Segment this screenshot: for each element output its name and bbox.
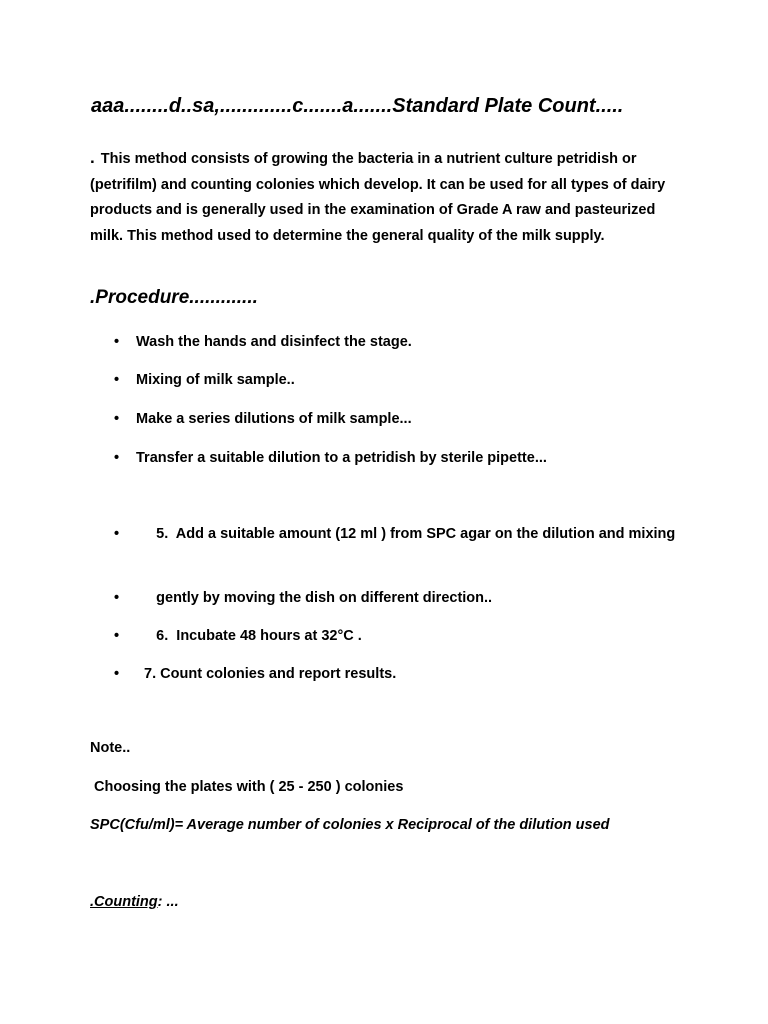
intro-lead-dot: .	[90, 148, 95, 167]
document-title: aaa........d..sa,.............c.......a.......Standard Plate Count.....	[91, 95, 624, 117]
procedure-step	[114, 586, 696, 612]
procedure-step-text: gently by moving the dish on different direction..	[136, 590, 493, 606]
procedure-step	[114, 330, 696, 356]
procedure-step-text: 5. Add a suitable amount (12 ml ) from SPC agar on the dilution and mixing	[136, 526, 676, 542]
procedure-step-text: Make a series dilutions of milk sample...	[136, 411, 412, 427]
procedure-step	[114, 446, 696, 472]
procedure-step	[114, 522, 696, 548]
procedure-step	[114, 662, 696, 688]
bullet-icon: •	[114, 450, 120, 466]
counting-suffix: : ...	[157, 894, 179, 910]
procedure-step	[114, 624, 696, 650]
procedure-step	[114, 407, 696, 433]
procedure-heading: .Procedure.............	[90, 287, 258, 308]
note-text: Choosing the plates with ( 25 - 250 ) colonies	[94, 779, 404, 795]
procedure-step-text: Transfer a suitable dilution to a petridish by sterile pipette...	[136, 450, 547, 466]
procedure-step-text: Mixing of milk sample..	[136, 372, 295, 388]
procedure-step-text: 7. Count colonies and report results.	[136, 666, 397, 682]
bullet-icon: •	[114, 590, 120, 606]
procedure-step-text: Wash the hands and disinfect the stage.	[136, 334, 412, 350]
counting-heading	[90, 894, 179, 910]
procedure-step-text: 6. Incubate 48 hours at 32°C .	[136, 628, 362, 644]
intro-paragraph	[90, 145, 690, 249]
procedure-step	[114, 368, 696, 394]
bullet-icon: •	[114, 334, 120, 350]
intro-text: This method consists of growing the bacteria in a nutrient culture petridish or (petrifilm) and counting colonies which develop. It can be used for all types of dairy products and is generally used in the examination of Grade A raw and pasteurized milk. This method used to determine the general quality of the milk supply.	[90, 151, 666, 244]
bullet-icon: •	[114, 628, 120, 644]
counting-label: .Counting	[90, 894, 158, 910]
bullet-icon: •	[114, 526, 120, 542]
bullet-icon: •	[114, 372, 120, 388]
note-label: Note..	[90, 740, 131, 756]
bullet-icon: •	[114, 411, 120, 427]
bullet-icon: •	[114, 666, 120, 682]
spc-formula: SPC(Cfu/ml)= Average number of colonies x Reciprocal of the dilution used	[90, 817, 610, 833]
